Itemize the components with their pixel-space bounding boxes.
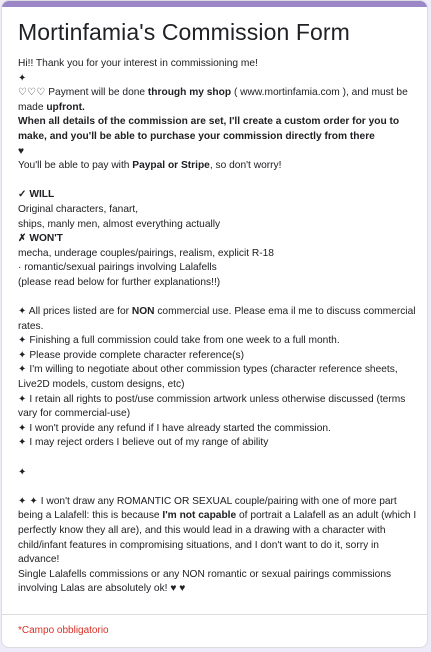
wont-item: mecha, underage couples/pairings, realism, explicit R-18 xyxy=(18,247,274,259)
desc-text: You'll be able to pay with xyxy=(18,160,133,172)
form-description xyxy=(18,57,417,597)
lalafell-ok-note: Single Lalafells commissions or any NON romantic or sexual pairings commissions involving Lalas are absolutely ok! ♥ ♥ xyxy=(18,568,392,595)
wont-heading xyxy=(18,232,417,247)
will-item: Original characters, fanart, xyxy=(18,203,139,215)
desc-text: ♡♡♡ Payment will be done xyxy=(18,87,148,99)
rule-item: ✦ I'm willing to negotiate about other commission types (character reference sheets, Live2D models, custom designs, etc) xyxy=(18,364,398,391)
desc-bold: upfront. xyxy=(46,101,85,113)
wont-item: · romantic/sexual pairings involving Lalafells xyxy=(18,262,217,274)
sparkle-icon: ✦ xyxy=(18,72,27,84)
rule-item: ✦ Finishing a full commission could take from one week to a full month. xyxy=(18,335,340,347)
desc-text: , so don't worry! xyxy=(209,160,282,172)
note-bold: I'm not capable xyxy=(162,510,237,522)
desc-line: Hi!! Thank you for your interest in commissioning me! xyxy=(18,58,258,69)
form-title: Mortinfamia's Commission Form xyxy=(18,19,350,45)
desc-line xyxy=(18,159,417,174)
sparkle-icon: ✦ xyxy=(18,466,27,478)
desc-bold: When all details of the commission are set, I'll create a custom order for you to make, and you'll be able to purchase your commission directly from there xyxy=(18,116,400,142)
divider xyxy=(2,614,427,615)
accent-bar xyxy=(2,1,427,7)
rule-item: ✦ I retain all rights to post/use commission artwork unless otherwise discussed (terms vary for commercial-use) xyxy=(18,393,406,420)
note-text: ✦ ✦ I won't draw any ROMANTIC OR SEXUAL couple/pairing with one of more part being a Lalafell: this is because xyxy=(18,495,397,522)
lalafell-note xyxy=(18,495,417,568)
wont-heading-text: ✗ WON'T xyxy=(18,233,63,245)
rule-text: commercial use. Please ema il me to discuss commercial rates. xyxy=(18,306,416,332)
rule-item: ✦ I may reject orders I believe out of my range of ability xyxy=(18,437,269,449)
rule-item: ✦ I won't provide any refund if I have already started the commission. xyxy=(18,422,331,434)
rule-item xyxy=(18,305,417,334)
will-item: ships, manly men, almost everything actually xyxy=(18,218,221,230)
rule-text: ✦ All prices listed are for xyxy=(18,306,132,318)
heart-icon: ♥ xyxy=(18,145,25,157)
rule-item: ✦ Please provide complete character reference(s) xyxy=(18,349,244,361)
desc-bold: through my shop xyxy=(147,87,232,99)
desc-line xyxy=(18,115,417,144)
desc-bold: Paypal or Stripe xyxy=(132,160,210,172)
will-heading xyxy=(18,188,417,203)
desc-text: ( www.mortinfamia.com ), and must be made xyxy=(18,87,408,113)
form-header-card xyxy=(1,0,428,648)
will-heading-text: ✓ WILL xyxy=(18,189,55,201)
wont-item: (please read below for further explanations!!) xyxy=(18,276,221,288)
rule-bold: NON xyxy=(131,306,155,318)
desc-line xyxy=(18,86,417,115)
required-field-note: *Campo obbligatorio xyxy=(18,625,109,636)
note-text: of portrait a Lalafell as an adult (which I perfectly know they all are), and this would lead in a drawing with a character with child/infant features in compromising situations, and I don't want to do it, sorry in advance! xyxy=(18,510,417,566)
